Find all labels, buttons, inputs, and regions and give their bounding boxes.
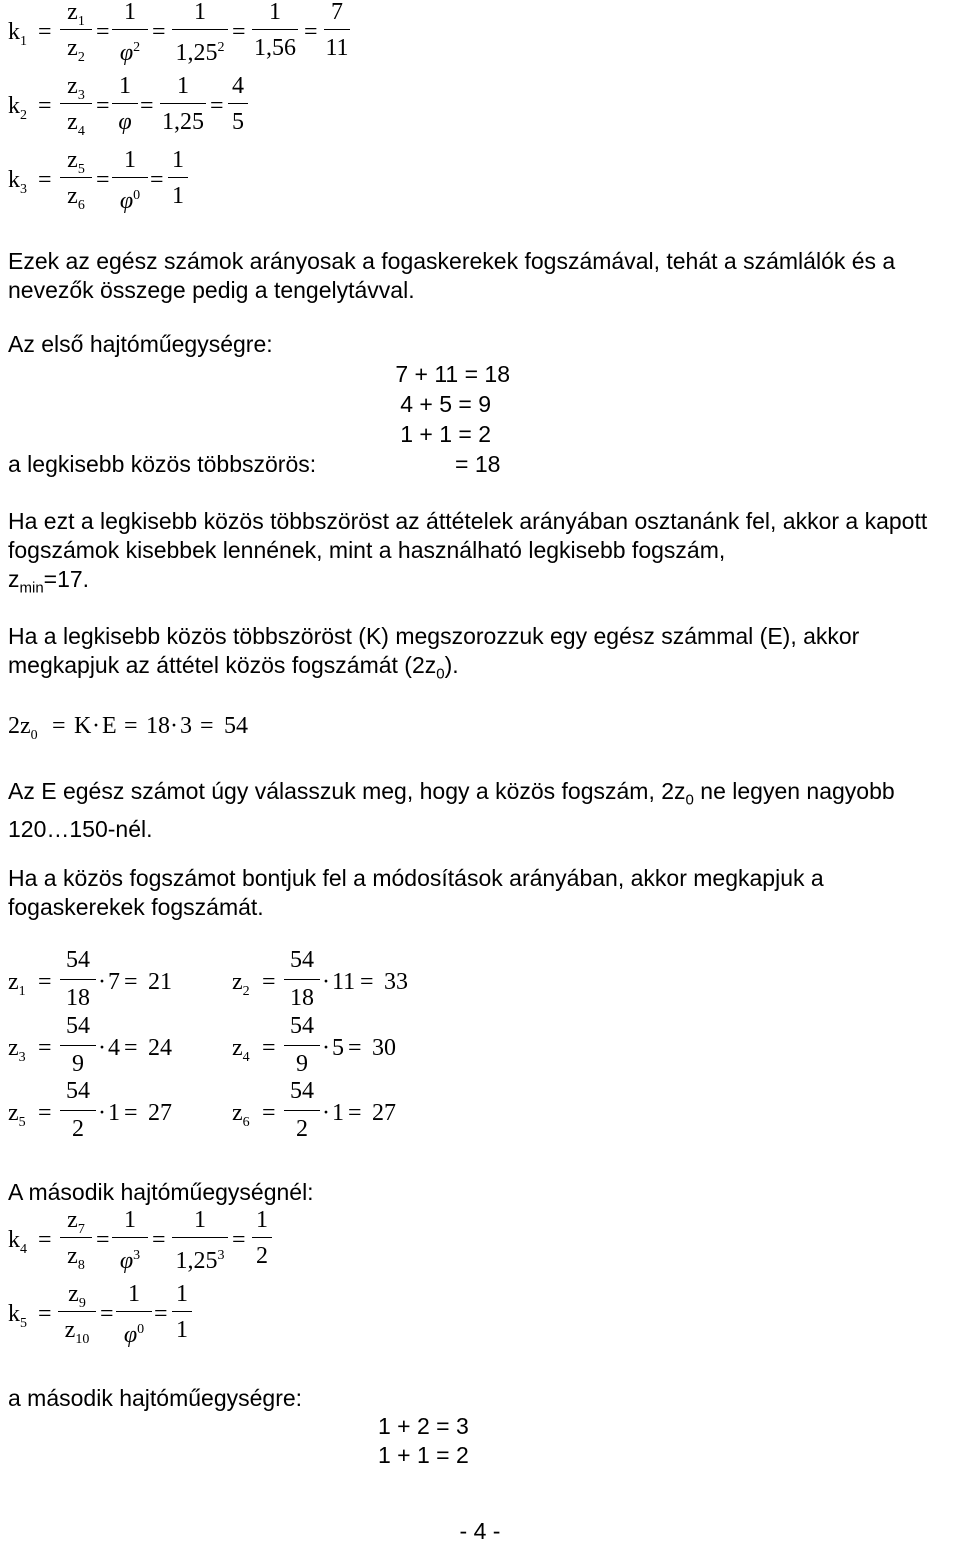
fraction-numerator: 54 (290, 1013, 314, 1039)
fraction-bar (60, 1045, 96, 1046)
second-unit-heading: A második hajtóműegységnél: (8, 1179, 314, 1205)
teeth-result: 33 (384, 969, 408, 995)
fraction-denominator: 18 (290, 985, 314, 1011)
sum2-line-2: 1 + 1 = 2 (378, 1442, 469, 1468)
phi-symbol: φ (118, 109, 132, 135)
paragraph-common-teeth: Ha a legkisebb közös többszöröst (K) megszorozzuk egy egész számmal (E), akkor megkapjuk az áttétel közös fogszámát $(2z_0)$. (8, 623, 860, 683)
second-unit-label: a második hajtóműegységre: (8, 1385, 303, 1411)
fraction-bar (284, 1110, 320, 1111)
fraction-denominator: 18 (66, 985, 90, 1011)
teeth-result: 21 (148, 969, 172, 995)
phi-symbol: φ (119, 1248, 134, 1274)
k1-denominator: $z_2$ (67, 35, 85, 65)
multiplier: 1 (108, 1100, 120, 1126)
fraction-bar (60, 979, 96, 980)
fraction-denominator: 2 (72, 1116, 84, 1142)
paragraph-proportional: Ezek az egész számok arányosak a fogaskerekek fogszámával, tehát a számlálók és a nevezők összege pedig a tengelytávval. (8, 248, 896, 303)
teeth-result: 27 (148, 1100, 172, 1126)
lcm-label: a legkisebb közös többszörös: (8, 451, 317, 477)
fraction-denominator: 9 (72, 1051, 84, 1077)
phi-symbol: φ (123, 1322, 138, 1348)
fraction-numerator: 54 (290, 1078, 314, 1104)
first-unit-label: Az első hajtóműegységre: (8, 331, 273, 357)
sum2-line-1: 1 + 2 = 3 (378, 1413, 469, 1439)
teeth-result: 27 (372, 1100, 396, 1126)
sum-line-2: 4 + 5 = 9 (400, 391, 491, 417)
fraction-bar (60, 1110, 96, 1111)
paragraph-split: Ha a közös fogszámot bontjuk fel a módosítások arányában, akkor megkapjuk a fogaskerekek fogszámát. (8, 865, 824, 920)
fraction-numerator: 54 (290, 947, 314, 973)
fraction-bar (284, 1045, 320, 1046)
fraction-denominator: 9 (296, 1051, 308, 1077)
fraction-numerator: 54 (66, 1013, 90, 1039)
k1-numerator: $z_1$ (67, 0, 85, 29)
paragraph-e-choice: Az E egész számot úgy válasszuk meg, hogy a közös fogszám, $2z_0$ ne legyen nagyobb 120…150-nél. (8, 778, 895, 842)
phi-symbol: φ (119, 40, 134, 66)
teeth-result: 30 (372, 1035, 396, 1061)
teeth-result: 24 (148, 1035, 172, 1061)
lcm-value: = 18 (455, 451, 501, 477)
multiplier: 4 (108, 1035, 120, 1061)
fraction-numerator: 54 (66, 947, 90, 973)
multiplier: 11 (332, 969, 356, 995)
sum-line-1: 7 + 11 = 18 (395, 361, 510, 387)
phi-symbol: φ (119, 188, 134, 214)
k1-symbol: $k_1$ (8, 19, 27, 49)
page-number: - 4 - (459, 1518, 501, 1544)
fraction-bar (284, 979, 320, 980)
fraction-numerator: 54 (66, 1078, 90, 1104)
fraction-denominator: 2 (296, 1116, 308, 1142)
sum-line-3: 1 + 1 = 2 (400, 421, 491, 447)
multiplier: 1 (332, 1100, 344, 1126)
multiplier: 5 (332, 1035, 344, 1061)
multiplier: 7 (108, 969, 120, 995)
paragraph-min-teeth: Ha ezt a legkisebb közös többszöröst az áttételek arányában osztanánk fel, akkor a kapott fogszámok kisebbek lennének, mint a használható legkisebb fogszám, $z_{min}=17$. (8, 508, 928, 597)
